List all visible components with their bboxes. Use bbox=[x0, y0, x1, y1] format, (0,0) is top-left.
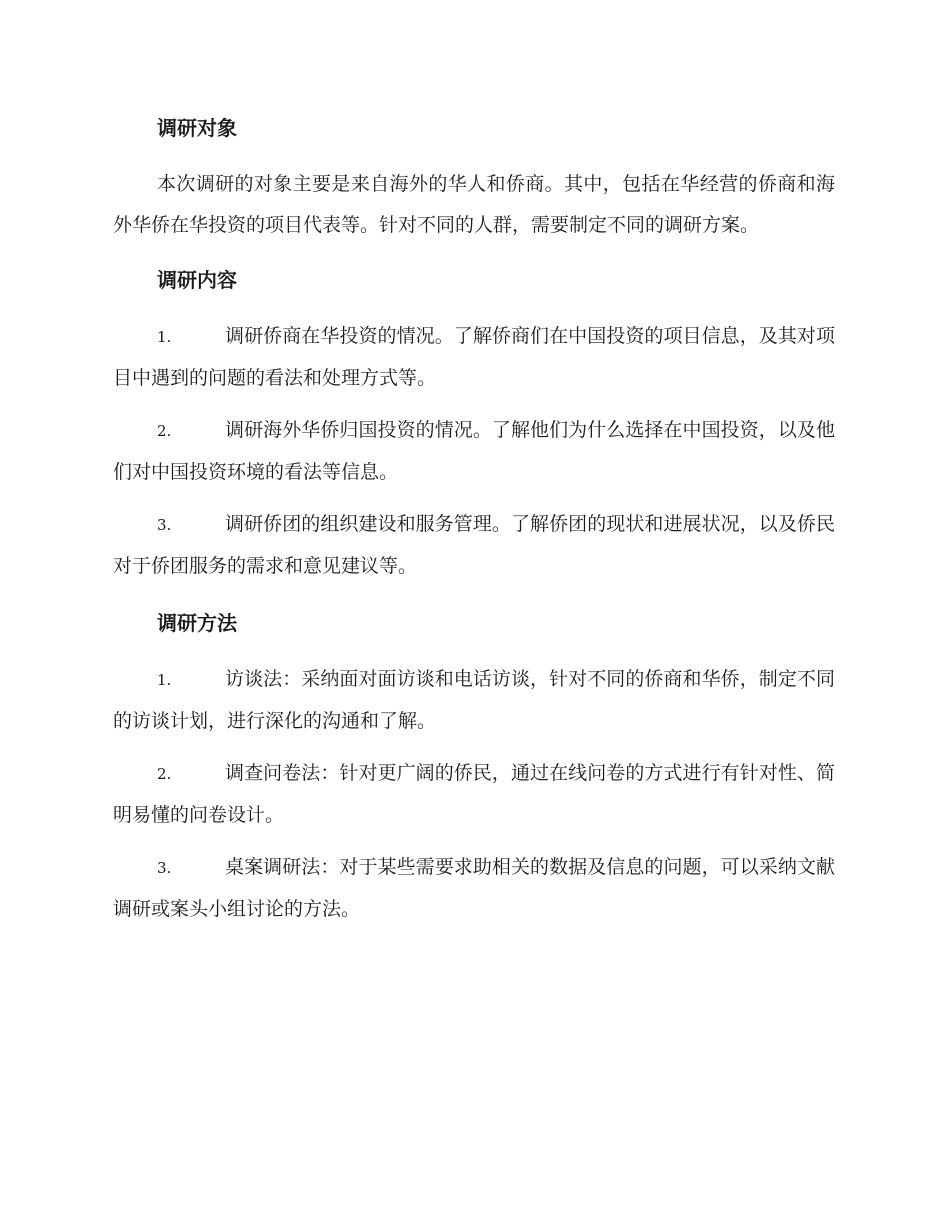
document-body bbox=[113, 110, 835, 948]
list-item bbox=[113, 847, 835, 930]
list-item bbox=[113, 753, 835, 836]
list-item-number: 2. bbox=[157, 765, 172, 783]
section-heading-research-content: 调研内容 bbox=[157, 268, 237, 292]
list-item-text: 调研侨团的组织建设和服务管理。了解侨团的现状和进展状况，以及侨民对于侨团服务的需求和意见建议等。 bbox=[113, 513, 835, 577]
section-heading-research-subjects: 调研对象 bbox=[157, 116, 237, 140]
list-item-text: 调查问卷法：针对更广阔的侨民，通过在线问卷的方式进行有针对性、简明易懂的问卷设计。 bbox=[113, 762, 835, 826]
research-methods-list bbox=[113, 659, 835, 930]
list-item-number: 3. bbox=[157, 859, 172, 877]
list-item-number: 1. bbox=[157, 671, 172, 689]
section-heading-research-methods: 调研方法 bbox=[157, 611, 237, 635]
research-content-list bbox=[113, 316, 835, 587]
list-item-number: 2. bbox=[157, 422, 172, 440]
list-item-text: 调研海外华侨归国投资的情况。了解他们为什么选择在中国投资，以及他们对中国投资环境的看法等信息。 bbox=[113, 419, 835, 483]
list-item bbox=[113, 659, 835, 742]
list-item-text: 桌案调研法：对于某些需要求助相关的数据及信息的问题，可以采纳文献调研或案头小组讨论的方法。 bbox=[113, 856, 835, 920]
list-item-number: 1. bbox=[157, 328, 172, 346]
list-item bbox=[113, 504, 835, 587]
list-item bbox=[113, 410, 835, 493]
list-item-number: 3. bbox=[157, 516, 172, 534]
list-item-text: 调研侨商在华投资的情况。了解侨商们在中国投资的项目信息，及其对项目中遇到的问题的看法和处理方式等。 bbox=[113, 325, 835, 389]
list-item-text: 访谈法：采纳面对面访谈和电话访谈，针对不同的侨商和华侨，制定不同的访谈计划，进行深化的沟通和了解。 bbox=[113, 668, 835, 732]
section-paragraph-research-subjects: 本次调研的对象主要是来自海外的华人和侨商。其中，包括在华经营的侨商和海外华侨在华投资的项目代表等。针对不同的人群，需要制定不同的调研方案。 bbox=[113, 173, 835, 236]
list-item bbox=[113, 316, 835, 399]
